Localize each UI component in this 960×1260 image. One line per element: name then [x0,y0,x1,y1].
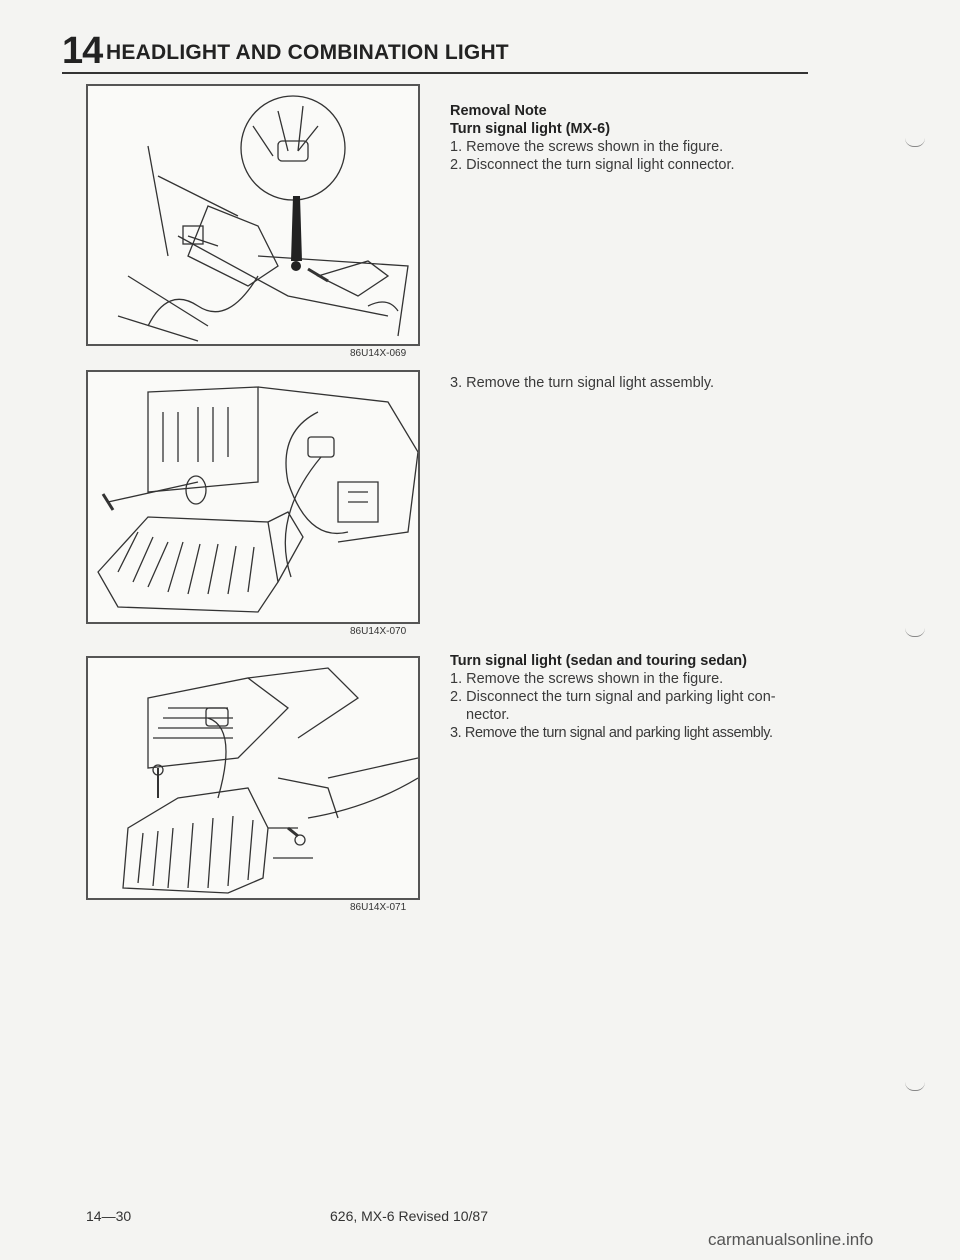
sedan-step-2-line-2: nector. [466,707,510,723]
figure-1 [86,84,420,346]
parking-light-lens [123,788,268,893]
removal-note-heading: Removal Note [450,103,547,119]
figure-1-code: 86U14X-069 [350,348,407,359]
figure-2-illustration [88,372,418,622]
sedan-step-3: 3. Remove the turn signal and parking light assembly. [450,725,773,741]
margin-mark [905,628,925,637]
section-number: 14 [62,30,103,72]
mx6-step-3: 3. Remove the turn signal light assembly. [450,375,715,391]
header-rule [62,72,808,74]
mx6-step-2: 2. Disconnect the turn signal light connector. [450,157,735,173]
connector [308,437,334,457]
page-header [62,30,810,74]
pointer-arrow [291,196,302,261]
detail-magnifier-circle [241,96,345,200]
margin-mark [905,1082,925,1091]
sedan-step-1: 1. Remove the screws shown in the figure. [450,671,724,687]
margin-mark [905,138,925,147]
figure-3-illustration [88,658,418,898]
sedan-step-2-line-1: 2. Disconnect the turn signal and parking light con- [450,689,776,705]
sedan-instructions [450,652,845,742]
mx6-step-3-block [450,374,850,392]
mx6-instructions [450,102,850,174]
section-title: HEADLIGHT AND COMBINATION LIGHT [106,41,509,64]
sedan-heading: Turn signal light (sedan and touring sedan) [450,653,747,669]
mx6-step-1: 1. Remove the screws shown in the figure. [450,139,724,155]
turn-signal-lens [98,517,278,612]
watermark: carmanualsonline.info [708,1230,874,1249]
figure-2-code: 86U14X-070 [350,626,407,637]
page-number: 14—30 [86,1208,132,1224]
figure-2 [86,370,420,624]
figure-1-illustration [88,86,418,344]
revision-note: 626, MX-6 Revised 10/87 [330,1208,488,1224]
mx6-heading: Turn signal light (MX-6) [450,121,611,137]
figure-3-code: 86U14X-071 [350,902,407,913]
figure-3 [86,656,420,900]
